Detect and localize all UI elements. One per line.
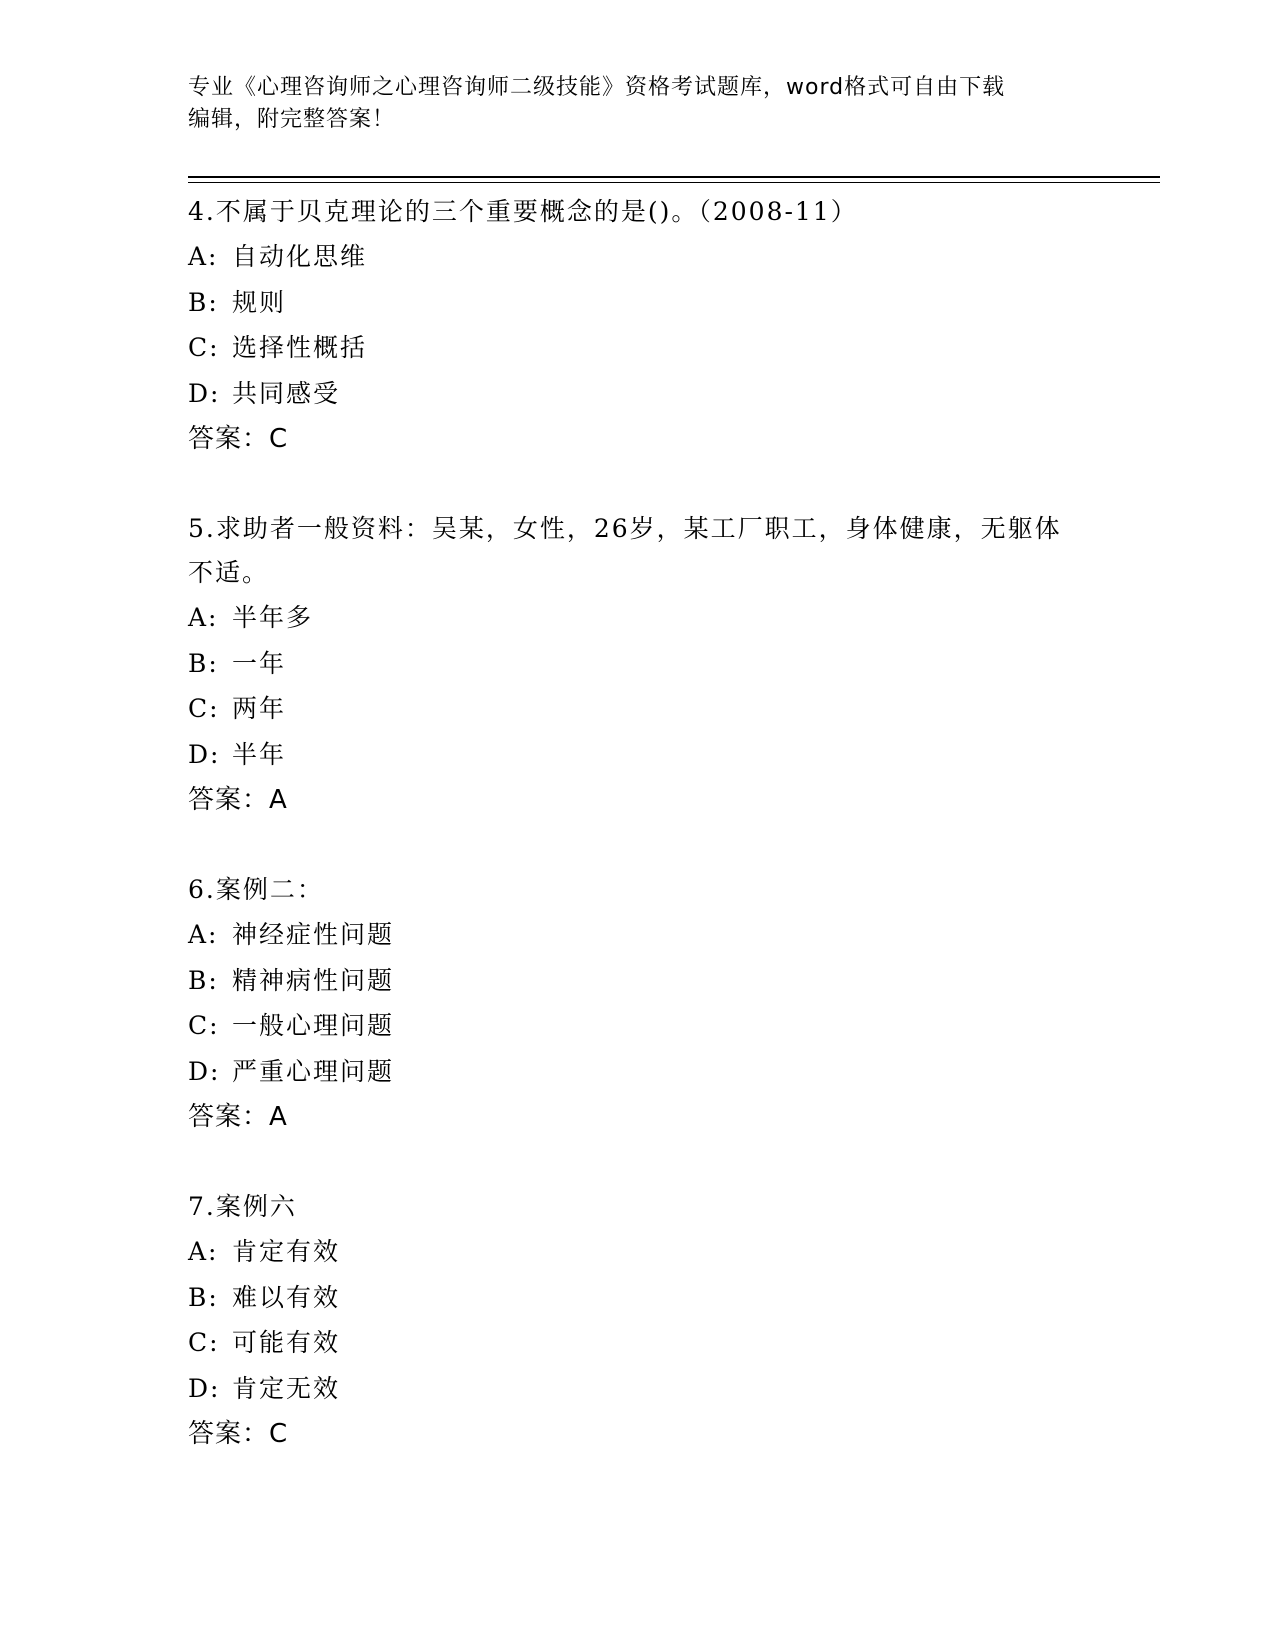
- option-text: 选择性概括: [232, 333, 368, 362]
- option-key: D:: [188, 739, 221, 769]
- option-text: 共同感受: [232, 378, 341, 408]
- option-a: [188, 595, 1088, 641]
- option-b: [188, 280, 1088, 326]
- option-text: 两年: [232, 694, 287, 723]
- option-text: 神经症性问题: [232, 920, 395, 949]
- option-text: 半年: [232, 739, 287, 769]
- question-6: [188, 868, 1088, 1140]
- answer-line: 答案：A: [188, 785, 288, 815]
- option-d: [188, 1049, 1088, 1095]
- answer-line: 答案：A: [188, 1102, 288, 1132]
- option-a: [188, 912, 1088, 958]
- document-header: [188, 72, 1068, 136]
- option-text: 可能有效: [232, 1328, 341, 1357]
- option-key: A:: [188, 920, 219, 949]
- option-a: [188, 1229, 1088, 1275]
- question-text: 6.案例二：: [188, 875, 324, 904]
- option-c: [188, 1320, 1088, 1366]
- option-key: B:: [188, 965, 219, 995]
- option-key: A:: [188, 242, 219, 271]
- option-key: B:: [188, 648, 219, 678]
- question-text: 4.不属于贝克理论的三个重要概念的是()。（2008-11）: [188, 197, 858, 226]
- option-c: [188, 325, 1088, 371]
- option-text: 半年多: [232, 603, 314, 632]
- option-key: C:: [188, 333, 220, 362]
- option-text: 严重心理问题: [232, 1056, 395, 1086]
- option-text: 自动化思维: [232, 242, 368, 271]
- option-d: [188, 1366, 1088, 1412]
- option-text: 精神病性问题: [232, 965, 395, 995]
- option-a: [188, 234, 1088, 280]
- option-key: A:: [188, 603, 219, 632]
- option-key: A:: [188, 1237, 219, 1266]
- option-text: 一年: [232, 648, 287, 678]
- option-c: [188, 686, 1088, 732]
- option-text: 肯定无效: [232, 1373, 341, 1403]
- question-text: 5.求助者一般资料：吴某，女性，26岁，某工厂职工，身体健康，无躯体不适。: [188, 514, 1062, 587]
- option-text: 规则: [232, 287, 287, 317]
- option-key: C:: [188, 1328, 220, 1357]
- option-key: D:: [188, 378, 221, 408]
- question-list: [188, 190, 1088, 1502]
- option-text: 难以有效: [232, 1282, 341, 1312]
- question-4: [188, 190, 1088, 462]
- option-b: [188, 1275, 1088, 1321]
- header-rule-thin: [188, 182, 1160, 183]
- option-b: [188, 958, 1088, 1004]
- header-rule-thick: [188, 176, 1160, 178]
- option-key: D:: [188, 1373, 221, 1403]
- option-d: [188, 371, 1088, 417]
- option-key: B:: [188, 287, 219, 317]
- question-text: 7.案例六: [188, 1192, 297, 1221]
- option-key: C:: [188, 1011, 220, 1040]
- option-key: B:: [188, 1282, 219, 1312]
- header-line-1: 专业《心理咨询师之心理咨询师二级技能》资格考试题库，word格式可自由下载: [188, 75, 1006, 100]
- header-line-2: 编辑，附完整答案！: [188, 107, 396, 132]
- answer-line: 答案：C: [188, 424, 289, 454]
- option-text: 肯定有效: [232, 1237, 341, 1266]
- option-b: [188, 641, 1088, 687]
- option-c: [188, 1003, 1088, 1049]
- answer-line: 答案：C: [188, 1419, 289, 1449]
- option-key: D:: [188, 1056, 221, 1086]
- question-5: [188, 507, 1088, 823]
- option-key: C:: [188, 694, 220, 723]
- question-7: [188, 1185, 1088, 1457]
- option-text: 一般心理问题: [232, 1011, 395, 1040]
- option-d: [188, 732, 1088, 778]
